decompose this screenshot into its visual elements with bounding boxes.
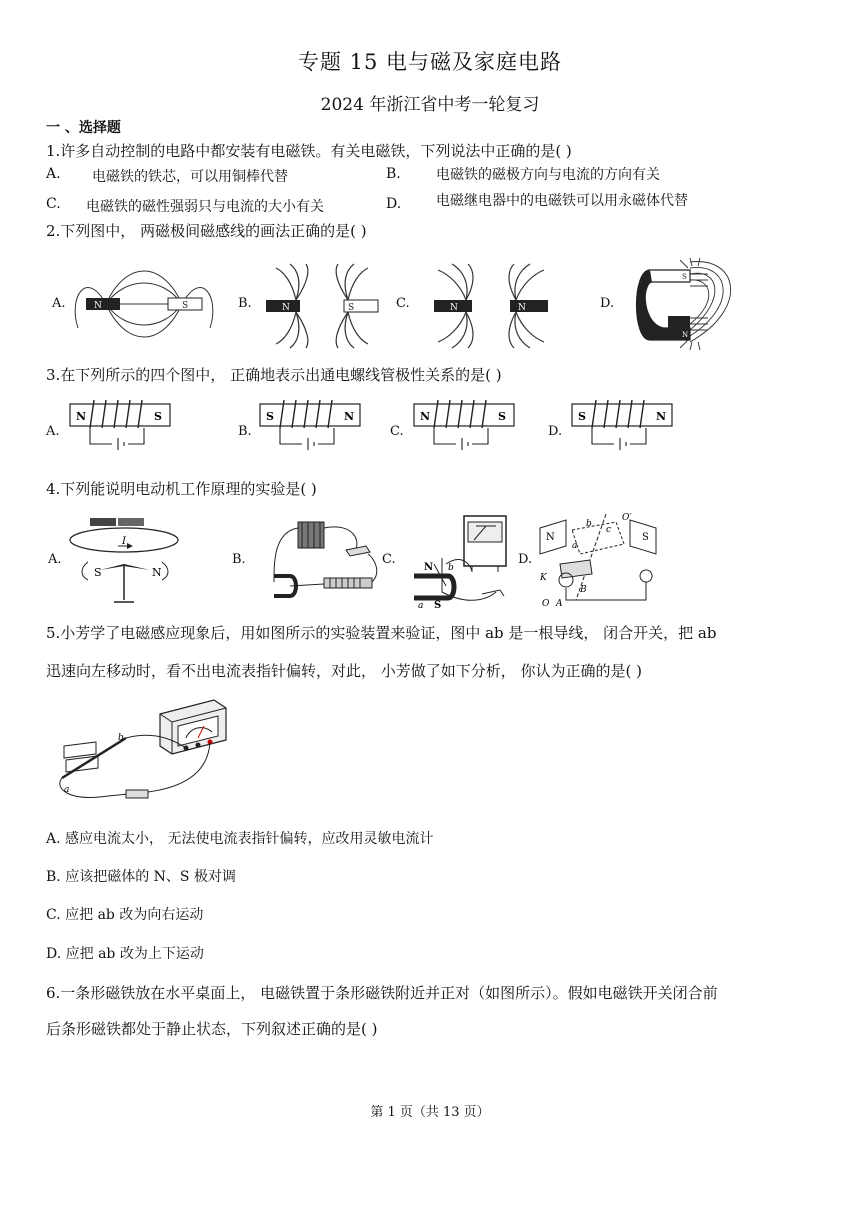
q4d-south-label: S xyxy=(642,532,649,543)
q2-figure-c xyxy=(432,262,550,350)
q2-stem: 2.下列图中， 两磁极间磁感线的画法正确的是( ) xyxy=(46,222,367,240)
q3-stem: 3.在下列所示的四个图中， 正确地表示出通电螺线管极性关系的是( ) xyxy=(46,366,502,384)
q3-solenoid-b xyxy=(258,398,362,462)
q2-figure-d xyxy=(628,258,748,354)
q4-figure-a xyxy=(66,512,186,608)
q3-label-d: D. xyxy=(548,424,563,439)
q4d-north-label: N xyxy=(546,532,555,543)
q4d-o-label: O xyxy=(542,599,550,609)
q4d-o-prime-label: O′ xyxy=(622,513,632,523)
q4c-a-label: a xyxy=(418,601,424,611)
q2a-north-pole: N xyxy=(94,301,102,311)
q6-stem-line2: 后条形磁铁都处于静止状态，下列叙述正确的是( ) xyxy=(46,1020,378,1038)
q3c-left-pole: N xyxy=(420,410,431,423)
q2-label-a: A. xyxy=(52,296,66,311)
q4-label-c: C. xyxy=(382,552,396,567)
q2-figure-b xyxy=(262,262,382,350)
q1-option-c-text: 电磁铁的磁性强弱只与电流的大小有关 xyxy=(86,199,324,215)
q4-figure-b xyxy=(254,512,382,608)
q2-label-c: C. xyxy=(396,296,410,311)
q2c-north-pole-right: N xyxy=(518,303,526,313)
q1-option-b-letter: B. xyxy=(386,166,401,182)
q3-solenoid-c xyxy=(412,398,516,462)
q2-figure-a xyxy=(66,258,222,350)
q5-figure xyxy=(48,696,248,814)
page-footer: 第 1 页（共 13 页） xyxy=(370,1105,490,1120)
q3-solenoid-d xyxy=(570,398,674,462)
q3d-left-pole: S xyxy=(578,410,586,423)
q4d-b-label: b xyxy=(586,519,592,529)
q4a-current-label: I xyxy=(122,536,126,547)
q3-label-a: A. xyxy=(46,424,60,439)
q3-label-b: B. xyxy=(238,424,252,439)
q3b-left-pole: S xyxy=(266,410,274,423)
q5-option-c: C. 应把 ab 改为向右运动 xyxy=(46,907,204,923)
q4d-c-label: c xyxy=(606,525,612,535)
q4-figure-c xyxy=(404,512,514,611)
q2b-north-pole: N xyxy=(282,303,290,313)
q3d-right-pole: N xyxy=(656,410,667,423)
q5-b-label: b xyxy=(118,733,124,743)
q2a-south-pole: S xyxy=(182,301,189,311)
q4c-north-label: N xyxy=(424,562,434,573)
q4d-bb-label: B xyxy=(580,585,587,595)
q1-option-a-letter: A. xyxy=(46,166,61,182)
q2d-north-pole: N xyxy=(682,331,689,339)
q4d-a-label: a xyxy=(572,541,578,551)
q1-option-b-text: 电磁铁的磁极方向与电流的方向有关 xyxy=(436,167,660,183)
q3-solenoid-a xyxy=(68,398,172,462)
q1-option-d-letter: D. xyxy=(386,196,402,212)
q4a-south-label: S xyxy=(94,566,102,579)
q6-stem-line1: 6.一条形磁铁放在水平桌面上， 电磁铁置于条形磁铁附近并正对（如图所示）。假如电磁铁开关闭合前 xyxy=(46,984,718,1002)
q4-figure-d xyxy=(536,510,660,610)
q1-option-a-text: 电磁铁的铁芯，可以用铜棒代替 xyxy=(92,169,288,185)
q1-option-c-letter: C. xyxy=(46,196,61,212)
q5-option-d: D. 应把 ab 改为上下运动 xyxy=(46,946,204,962)
q2d-south-pole: S xyxy=(682,273,687,281)
q3b-right-pole: N xyxy=(344,410,355,423)
q4-label-d: D. xyxy=(518,552,533,567)
q5-option-b: B. 应该把磁体的 N、S 极对调 xyxy=(46,869,236,885)
q4d-aa-label: A xyxy=(556,599,563,609)
q3c-right-pole: S xyxy=(498,410,506,423)
q4-label-b: B. xyxy=(232,552,246,567)
q3-label-c: C. xyxy=(390,424,404,439)
q4c-south-label: S xyxy=(434,600,442,611)
section-heading: 一 、选择题 xyxy=(46,120,121,136)
q4d-k-label: K xyxy=(540,573,547,583)
page-subtitle: 2024 年浙江省中考一轮复习 xyxy=(320,95,540,115)
q4c-b-label: b xyxy=(448,563,454,573)
q5-stem-line2: 迅速向左移动时，看不出电流表指针偏转，对此， 小芳做了如下分析， 你认为正确的是( ) xyxy=(46,662,643,680)
q4-label-a: A. xyxy=(48,552,62,567)
q5-a-label: a xyxy=(64,785,70,795)
q5-option-a: A. 感应电流太小， 无法使电流表指针偏转，应改用灵敏电流计 xyxy=(46,831,434,847)
q5-stem-line1: 5.小芳学了电磁感应现象后，用如图所示的实验装置来验证，图中 ab 是一根导线， 闭合开关，把 ab xyxy=(46,624,717,642)
q1-stem: 1.许多自动控制的电路中都安装有电磁铁。有关电磁铁，下列说法中正确的是( ) xyxy=(46,142,572,160)
q3a-left-pole: N xyxy=(76,410,87,423)
q3a-right-pole: S xyxy=(154,410,162,423)
q2-label-d: D. xyxy=(600,296,615,311)
q1-option-d-text: 电磁继电器中的电磁铁可以用永磁体代替 xyxy=(436,193,688,209)
q2b-south-pole: S xyxy=(348,303,355,313)
q2c-north-pole-left: N xyxy=(450,303,458,313)
q4a-north-label: N xyxy=(152,566,162,579)
q4-stem: 4.下列能说明电动机工作原理的实验是( ) xyxy=(46,480,317,498)
q2-label-b: B. xyxy=(238,296,252,311)
page-title: 专题 15 电与磁及家庭电路 xyxy=(297,50,563,74)
